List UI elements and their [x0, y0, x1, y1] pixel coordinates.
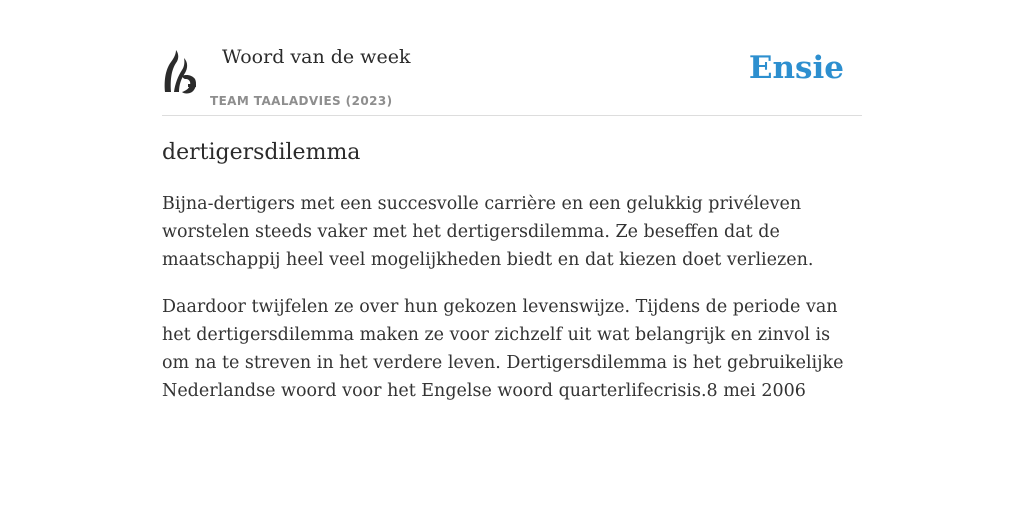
header-title: Woord van de week [222, 46, 411, 68]
entry-word: dertigersdilemma [162, 140, 361, 165]
card-header [162, 40, 862, 116]
entry-paragraph: Daardoor twijfelen ze over hun gekozen levenswijze. Tijdens de periode van het dertigersdilemma maken ze voor zichzelf uit wat belangrijk en zinvol is om na te streven in het verdere leven. Dertigersdilemma is het gebruikelijke Nederlandse woord voor het Engelse woord quarterlifecrisis.8 mei 2006 [162, 297, 844, 401]
word-card [162, 40, 862, 405]
entry-paragraph: Bijna-dertigers met een succesvolle carrière en een gelukkig privéleven worstelen steeds vaker met het dertigersdilemma. Ze beseffen dat de maatschappij heel veel mogelijkheden biedt en dat kiezen doet verliezen. [162, 194, 814, 270]
header-subtitle: TEAM TAALADVIES (2023) [210, 94, 393, 108]
ensie-brand-link[interactable]: Ensie [748, 50, 844, 86]
flemish-lion-logo-icon [162, 48, 198, 96]
